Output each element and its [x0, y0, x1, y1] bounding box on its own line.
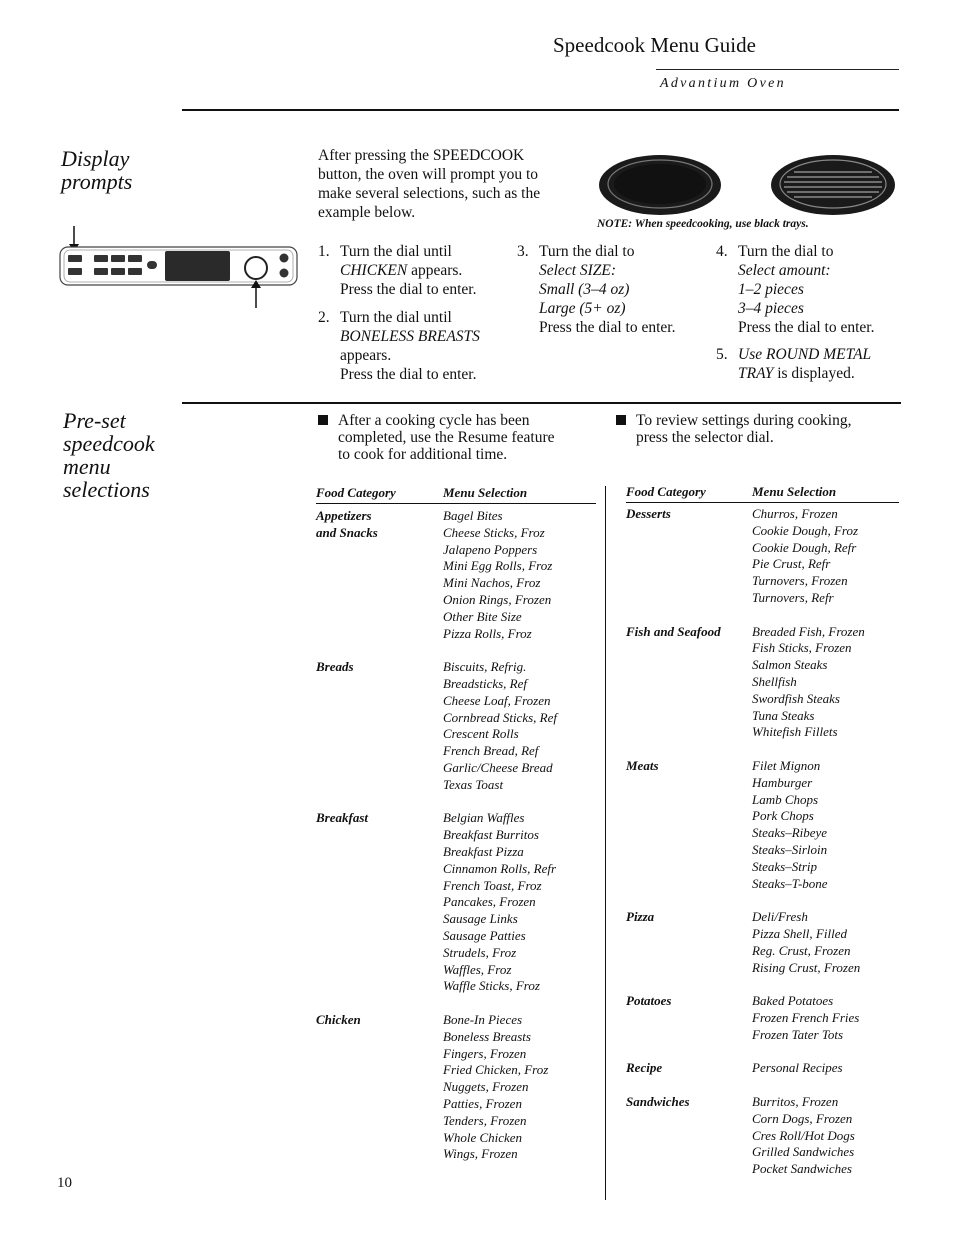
column-divider — [605, 486, 606, 1200]
page-number: 10 — [57, 1175, 72, 1191]
menu-item: Breaded Fish, Frozen — [752, 623, 865, 639]
menu-item: Patties, Frozen — [443, 1095, 522, 1111]
page-subtitle: Advantium Oven — [660, 76, 786, 91]
right-header-selection: Menu Selection — [752, 484, 837, 499]
menu-selection-list — [752, 624, 865, 742]
menu-item: Cookie Dough, Refr — [752, 539, 857, 555]
menu-selection-list — [443, 810, 556, 995]
menu-item: Whitefish Fillets — [752, 724, 838, 740]
menu-item: Pie Crust, Refr — [752, 556, 831, 572]
menu-item: Steaks–Sirloin — [752, 841, 828, 857]
preset-heading: Pre-set speedcook menu selections — [63, 408, 155, 502]
tray-note: NOTE: When speedcooking, use black trays. — [597, 218, 809, 230]
menu-item: Filet Mignon — [752, 758, 821, 773]
menu-item: Cheese Sticks, Froz — [443, 524, 545, 540]
ridged-tray-icon — [771, 155, 895, 215]
display-prompts-intro: After pressing the SPEEDCOOK button, the oven will prompt you to make several selections, such as the example below. — [318, 147, 541, 221]
menu-item: Burritos, Frozen — [752, 1094, 839, 1109]
menu-item: Tuna Steaks — [752, 707, 815, 723]
menu-item: Biscuits, Refrig. — [443, 659, 527, 675]
menu-item: Steaks–Strip — [752, 858, 817, 874]
menu-item: Salmon Steaks — [752, 657, 828, 673]
menu-item: French Toast, Froz — [443, 877, 542, 893]
menu-item: Frozen Tater Tots — [752, 1026, 844, 1042]
food-category: Pizza — [626, 909, 655, 925]
food-category: Meats — [626, 758, 659, 773]
menu-item: Pizza Rolls, Froz — [443, 625, 532, 641]
menu-item: Cres Roll/Hot Dogs — [752, 1127, 855, 1143]
menu-item: Belgian Waffles — [443, 810, 525, 826]
left-header-rule — [316, 503, 596, 504]
menu-item: Cornbread Sticks, Ref — [443, 709, 557, 725]
menu-item: Texas Toast — [443, 776, 504, 792]
menu-item: Other Bite Size — [443, 608, 522, 624]
right-header-category: Food Category — [626, 484, 706, 499]
left-header-category: Food Category — [316, 485, 396, 500]
section-divider-middle — [182, 402, 901, 404]
menu-item: Cinnamon Rolls, Refr — [443, 860, 557, 876]
menu-item: Sausage Patties — [443, 927, 526, 943]
menu-item: Churros, Frozen — [752, 506, 838, 521]
round-tray-icon — [599, 155, 721, 215]
menu-item: Steaks–T-bone — [752, 875, 828, 891]
menu-selection-list — [752, 993, 859, 1043]
menu-selection-list — [443, 508, 552, 642]
menu-item: Jalapeno Poppers — [443, 541, 538, 557]
food-category: Potatoes — [626, 993, 672, 1009]
page-title: Speedcook Menu Guide — [553, 33, 756, 57]
header-rule — [656, 69, 899, 70]
food-category: Fish and Seafood — [626, 623, 721, 639]
menu-item: Whole Chicken — [443, 1129, 523, 1145]
menu-item: Breakfast Pizza — [443, 843, 524, 859]
menu-item: Rising Crust, Frozen — [752, 959, 861, 975]
menu-item: Lamb Chops — [752, 791, 819, 807]
menu-selection-list — [752, 506, 858, 607]
menu-item: Swordfish Steaks — [752, 690, 840, 706]
menu-item: Mini Egg Rolls, Froz — [443, 558, 553, 574]
menu-selection-list — [752, 1094, 855, 1178]
menu-item: Grilled Sandwiches — [752, 1144, 855, 1160]
menu-item: Waffle Sticks, Froz — [443, 978, 540, 994]
menu-item: Corn Dogs, Frozen — [752, 1110, 853, 1126]
menu-item: Sausage Links — [443, 911, 518, 927]
control-panel-illustration — [58, 224, 302, 308]
menu-item: Reg. Crust, Frozen — [752, 942, 851, 958]
menu-item: Pancakes, Frozen — [443, 894, 536, 910]
menu-item: Strudels, Froz — [443, 944, 517, 960]
menu-item: Garlic/Cheese Bread — [443, 759, 553, 775]
menu-selection-list — [752, 758, 828, 892]
food-category: Breads — [316, 659, 354, 675]
menu-item: Baked Potatoes — [752, 993, 834, 1009]
menu-item: Cheese Loaf, Frozen — [443, 692, 551, 708]
menu-item: French Bread, Ref — [443, 743, 539, 759]
menu-item: Nuggets, Frozen — [443, 1079, 529, 1095]
display-prompts-heading: Display prompts — [61, 146, 133, 194]
menu-item: Pizza Shell, Filled — [752, 925, 847, 941]
menu-item: Tenders, Frozen — [443, 1112, 527, 1128]
menu-item: Wings, Frozen — [443, 1146, 518, 1162]
menu-item: Pork Chops — [752, 808, 814, 824]
menu-item: Turnovers, Refr — [752, 589, 834, 605]
right-header-rule — [626, 502, 899, 503]
menu-item: Crescent Rolls — [443, 726, 519, 742]
menu-item: Fish Sticks, Frozen — [752, 640, 852, 656]
menu-item: Deli/Fresh — [752, 909, 808, 925]
menu-item: Hamburger — [752, 774, 813, 790]
section-divider-top — [182, 109, 899, 111]
menu-item: Waffles, Froz — [443, 961, 512, 977]
menu-item: Mini Nachos, Froz — [443, 575, 541, 591]
left-header-selection: Menu Selection — [443, 485, 528, 500]
menu-item: Fingers, Frozen — [443, 1045, 527, 1061]
food-category: Appetizers and Snacks — [316, 508, 378, 540]
menu-item: Breakfast Burritos — [443, 827, 539, 843]
menu-item: Frozen French Fries — [752, 1009, 860, 1025]
menu-item: Breadsticks, Ref — [443, 675, 527, 691]
menu-item: Personal Recipes — [752, 1060, 843, 1076]
menu-item: Pocket Sandwiches — [752, 1161, 852, 1177]
menu-item: Turnovers, Frozen — [752, 573, 848, 589]
menu-item: Cookie Dough, Froz — [752, 522, 859, 538]
menu-item: Boneless Breasts — [443, 1028, 531, 1044]
black-trays-illustration — [598, 152, 898, 218]
food-category: Chicken — [316, 1012, 361, 1027]
menu-item: Onion Rings, Frozen — [443, 591, 552, 607]
menu-item: Fried Chicken, Froz — [443, 1062, 549, 1078]
menu-selection-list — [752, 1060, 843, 1077]
menu-selection-list — [443, 659, 557, 793]
food-category: Sandwiches — [626, 1094, 690, 1109]
food-category: Breakfast — [316, 810, 368, 826]
menu-item: Steaks–Ribeye — [752, 825, 828, 841]
menu-item: Shellfish — [752, 673, 797, 689]
menu-selection-list — [752, 909, 860, 976]
food-category: Recipe — [626, 1060, 663, 1076]
menu-selection-list — [443, 1012, 548, 1163]
menu-item: Bagel Bites — [443, 508, 503, 523]
food-category: Desserts — [626, 506, 671, 521]
menu-item: Bone-In Pieces — [443, 1012, 523, 1027]
